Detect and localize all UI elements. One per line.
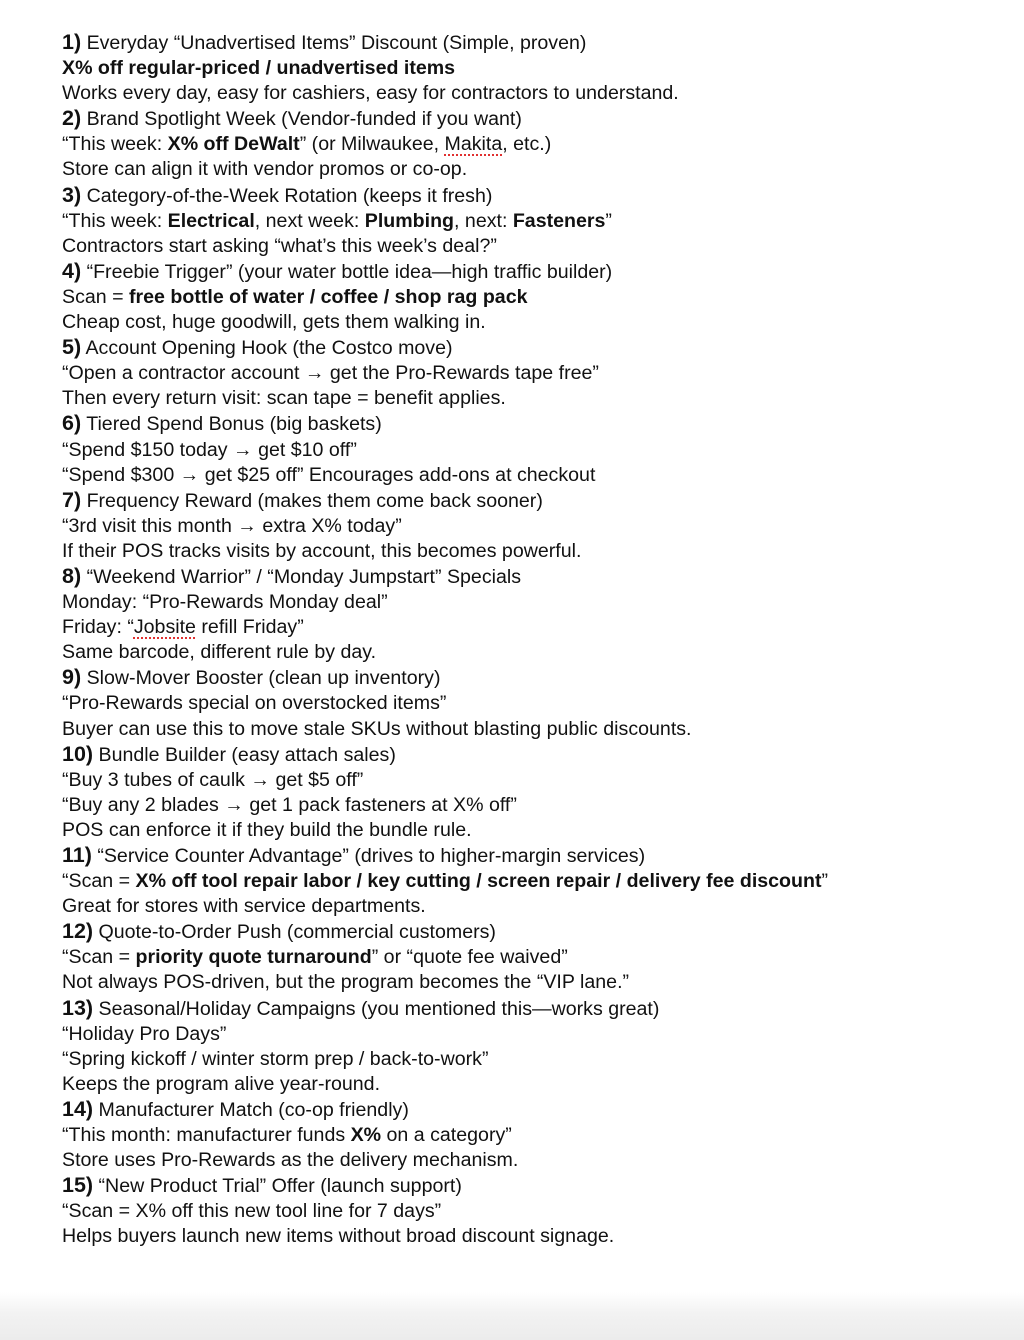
bold-text: X% off DeWalt [167,133,300,156]
text-run: “This week: [62,209,168,232]
promo-item-number: 14) [62,1096,94,1121]
bold-text: priority quote turnaround [135,946,372,969]
bold-text: Fasteners [512,209,606,232]
promo-item [62,564,1002,665]
text-run: , next: [454,209,513,232]
promo-item-detail-line [62,56,1002,81]
promo-item-heading [62,30,1002,56]
text-run: Monday: “Pro-Rewards Monday deal” [62,591,388,614]
text-run: , etc.) [502,133,552,156]
promo-item-detail-line [62,1224,1002,1249]
text-run: Then every return visit: scan tape = benefit applies. [62,387,506,410]
promo-item-number: 5) [62,335,82,360]
text-run: If their POS tracks visits by account, this becomes powerful. [62,539,582,562]
promo-item-title: Manufacturer Match (co-op friendly) [93,1098,409,1121]
promo-item-detail-line [62,768,1002,793]
promo-item-detail-line [62,717,1002,742]
text-run: Contractors start asking “what’s this week’s deal?” [62,234,497,257]
text-run: ” or “quote fee waived” [371,946,568,969]
promo-item-detail-line [62,386,1002,411]
promo-item-detail-line [62,81,1002,106]
promo-item-detail-line [62,514,1002,539]
promo-item-detail-line [62,1022,1002,1047]
promo-item-number: 2) [62,106,82,131]
promo-item-detail-line [62,209,1002,234]
promo-item-number: 15) [62,1173,94,1198]
promo-item-title: Account Opening Hook (the Costco move) [81,337,453,360]
text-run: Same barcode, different rule by day. [62,641,377,664]
text-run: “This week: [62,133,168,156]
promo-item [62,488,1002,564]
promo-item-number: 3) [62,182,82,207]
promo-item-title: Quote-to-Order Push (commercial customers) [93,921,496,944]
text-run: Great for stores with service departments. [62,895,426,918]
promo-item-number: 1) [62,30,82,54]
text-run: “Spring kickoff / winter storm prep / back-to-work” [62,1047,489,1070]
promo-item-detail-line [62,894,1002,919]
text-run: “Spend $150 today → get $10 off” [62,438,357,461]
text-run: Buyer can use this to move stale SKUs without blasting public discounts. [62,717,692,740]
promo-item-title: “New Product Trial” Offer (launch support) [93,1175,462,1198]
promo-item-detail-line [62,640,1002,665]
promo-item-heading [62,1173,1002,1199]
promo-item-heading [62,411,1002,437]
text-run: Scan = [62,285,129,308]
promo-item [62,30,1002,106]
bold-text: Plumbing [364,209,455,232]
text-run: , next week: [254,209,365,232]
text-run: “Scan = [62,870,136,893]
promo-item-detail-line [62,945,1002,970]
text-run: Not always POS-driven, but the program becomes the “VIP lane.” [62,971,630,994]
promo-item-title: Frequency Reward (makes them come back sooner) [81,489,543,512]
promo-item-heading [62,183,1002,209]
promo-item-heading [62,335,1002,361]
bold-text: X% [350,1124,382,1147]
text-run: “Holiday Pro Days” [62,1022,227,1045]
promo-item-title: “Freebie Trigger” (your water bottle idea—high traffic builder) [81,260,613,283]
text-run: “Open a contractor account → get the Pro-Rewards tape free” [62,362,599,385]
text-run: Cheap cost, huge goodwill, gets them walking in. [62,311,486,334]
text-run: Helps buyers launch new items without broad discount signage. [62,1225,615,1248]
text-run: Store can align it with vendor promos or co-op. [62,158,468,181]
promo-item-detail-line [62,615,1002,640]
promo-item-heading [62,665,1002,691]
promo-item [62,106,1002,182]
text-run: POS can enforce it if they build the bundle rule. [62,818,472,841]
promo-item-title: Category-of-the-Week Rotation (keeps it fresh) [81,184,493,207]
promo-item-heading [62,996,1002,1022]
promo-item-title: “Service Counter Advantage” (drives to higher-margin services) [91,845,646,867]
text-run: on a category” [381,1124,512,1147]
promo-item [62,183,1002,259]
promo-item-heading [62,843,1002,869]
bold-text: free bottle of water / coffee / shop rag pack [129,285,528,308]
promo-item-number: 6) [62,411,82,436]
promo-item-detail-line [62,438,1002,463]
promo-item-detail-line [62,970,1002,995]
promo-item [62,996,1002,1097]
promo-item-number: 9) [62,665,82,690]
promo-item-number: 8) [62,563,82,588]
promo-item-detail-line [62,1148,1002,1173]
promo-item-heading [62,919,1002,945]
promo-item-heading [62,488,1002,514]
text-run: “Scan = [62,946,136,969]
promo-item-title: “Weekend Warrior” / “Monday Jumpstart” Specials [81,565,522,588]
text-run: Friday: “ [62,616,134,639]
text-run: Works every day, easy for cashiers, easy for contractors to understand. [62,82,679,105]
promo-item-detail-line [62,157,1002,182]
promo-item-heading [62,259,1002,285]
text-run: ” [821,870,829,893]
promo-item [62,259,1002,335]
spellcheck-flagged-word: Jobsite [133,616,196,639]
promo-item-detail-line [62,361,1002,386]
promo-item-detail-line [62,590,1002,615]
promo-item [62,742,1002,843]
text-run: “Buy 3 tubes of caulk → get $5 off” [62,768,364,791]
promo-item [62,919,1002,995]
promo-item-detail-line [62,1047,1002,1072]
text-run: refill Friday” [195,616,304,639]
text-run: Keeps the program alive year-round. [62,1072,381,1095]
promo-item-title: Slow-Mover Booster (clean up inventory) [81,667,441,690]
promo-item [62,1097,1002,1173]
promo-item-detail-line [62,818,1002,843]
promo-item-detail-line [62,285,1002,310]
promo-item-number: 13) [62,995,94,1020]
promo-item-number: 4) [62,258,82,283]
promo-item-number: 7) [62,487,82,512]
promo-item [62,411,1002,487]
promo-item-detail-line [62,234,1002,259]
bold-text: X% off tool repair labor / key cutting / screen repair / delivery fee discount [135,870,822,893]
text-run: Store uses Pro-Rewards as the delivery mechanism. [62,1149,519,1172]
text-run: “Spend $300 → get $25 off” Encourages add-ons at checkout [62,463,596,486]
promo-item-number: 10) [62,741,94,766]
promo-item-title: Bundle Builder (easy attach sales) [93,743,396,766]
spellcheck-flagged-word: Makita [444,133,503,156]
promo-item-detail-line [62,310,1002,335]
text-run: “Buy any 2 blades → get 1 pack fasteners at X% off” [62,793,517,816]
promo-item [62,1173,1002,1249]
promo-item-detail-line [62,691,1002,716]
promo-item-detail-line [62,132,1002,157]
text-run: “Scan = X% off this new tool line for 7 days” [62,1200,442,1223]
promo-item-heading [62,742,1002,768]
promo-item-heading [62,1097,1002,1123]
promo-item [62,665,1002,741]
promo-item [62,335,1002,411]
promo-item-detail-line [62,793,1002,818]
text-run: ” [605,209,612,232]
promo-item-detail-line [62,869,1002,894]
text-run: “3rd visit this month → extra X% today” [62,514,402,537]
promo-item-title: Everyday “Unadvertised Items” Discount (Simple, proven) [81,32,587,54]
promo-item [62,843,1002,919]
text-run: ” (or Milwaukee, [299,133,445,156]
bold-text: Electrical [167,209,255,232]
promo-item-title: Brand Spotlight Week (Vendor-funded if you want) [81,108,522,131]
promo-item-title: Seasonal/Holiday Campaigns (you mentioned this—works great) [93,997,660,1020]
promo-item-heading [62,564,1002,590]
page-bottom-edge [0,1292,1024,1340]
promo-item-heading [62,106,1002,132]
text-run: “This month: manufacturer funds [62,1124,351,1147]
promo-item-number: 12) [62,919,94,944]
promo-item-detail-line [62,463,1002,488]
promo-item-number: 11) [62,843,92,867]
promo-item-detail-line [62,1123,1002,1148]
bold-text: X% off regular-priced / unadvertised items [62,57,456,80]
promo-ideas-list [62,30,1002,1250]
promo-item-title: Tiered Spend Bonus (big baskets) [81,413,382,436]
promo-item-detail-line [62,1072,1002,1097]
promo-item-detail-line [62,539,1002,564]
text-run: “Pro-Rewards special on overstocked items” [62,692,447,715]
promo-item-detail-line [62,1199,1002,1224]
